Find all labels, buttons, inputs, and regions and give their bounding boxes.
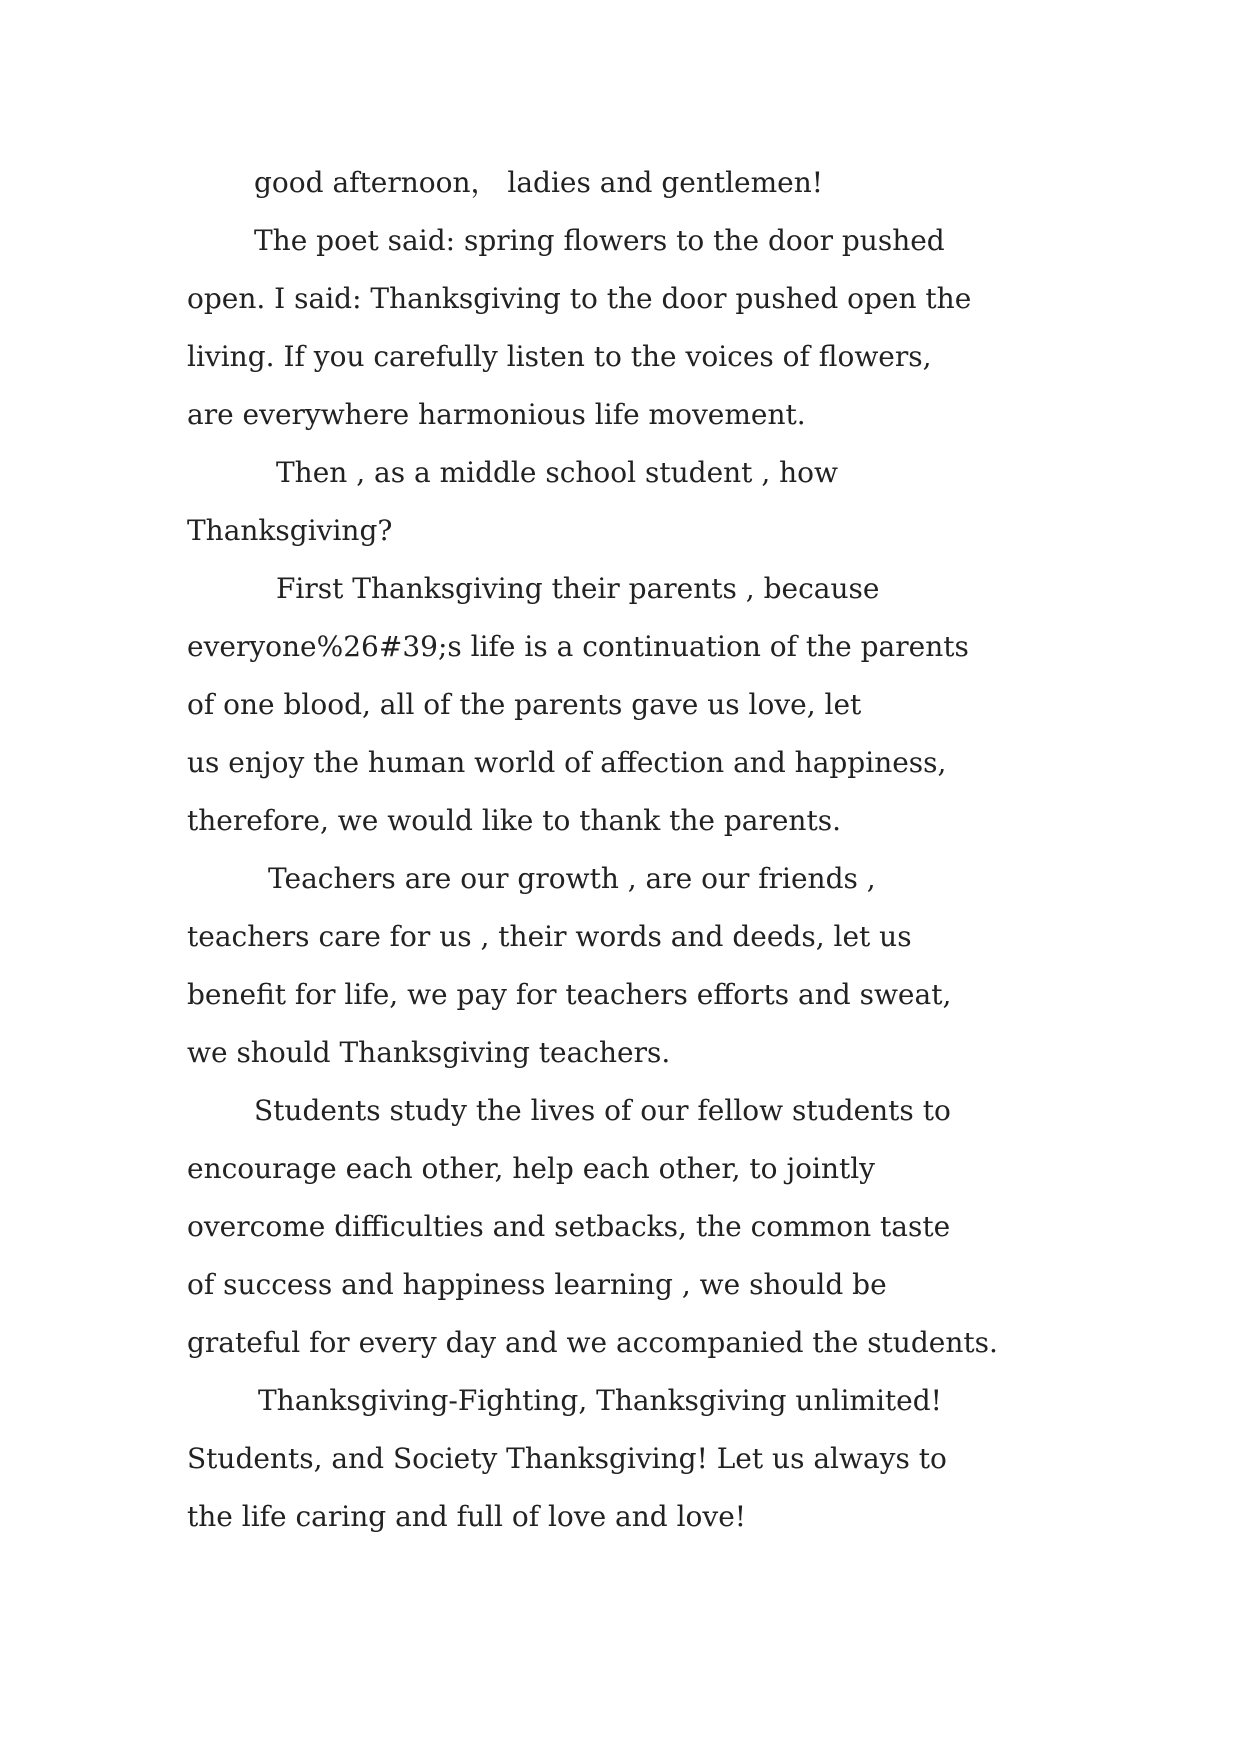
text-line: Thanksgiving-Fighting, Thanksgiving unlimited! [258, 1384, 942, 1417]
text-line: the life caring and full of love and love! [187, 1500, 747, 1533]
text-line: are everywhere harmonious life movement. [187, 398, 806, 431]
text-line: Students study the lives of our fellow students to [254, 1094, 951, 1127]
text-line: Teachers are our growth , are our friends , [268, 862, 876, 895]
text-line: us enjoy the human world of affection and happiness, [187, 746, 947, 779]
text-line: we should Thanksgiving teachers. [187, 1036, 671, 1069]
text-line: Thanksgiving? [187, 514, 393, 547]
text-line: encourage each other, help each other, to jointly [187, 1152, 875, 1185]
text-line: everyone%26#39;s life is a continuation of the parents [187, 630, 969, 663]
text-line: good afternoon， ladies and gentlemen! [254, 166, 824, 199]
text-line: First Thanksgiving their parents , because [276, 572, 880, 605]
text-line: overcome difficulties and setbacks, the common taste [187, 1210, 951, 1243]
text-line: teachers care for us , their words and deeds, let us [187, 920, 912, 953]
text-line: Students, and Society Thanksgiving! Let us always to [187, 1442, 947, 1475]
text-line: benefit for life, we pay for teachers efforts and sweat, [187, 978, 952, 1011]
text-line: Then , as a middle school student , how [276, 456, 838, 489]
text-line: of success and happiness learning , we should be [187, 1268, 887, 1301]
text-line: therefore, we would like to thank the parents. [187, 804, 841, 837]
text-line: open. I said: Thanksgiving to the door pushed open the [187, 282, 972, 315]
text-line: living. If you carefully listen to the voices of flowers, [187, 340, 932, 373]
text-line: grateful for every day and we accompanied the students. [187, 1326, 998, 1359]
text-line: of one blood, all of the parents gave us love, let [187, 688, 862, 721]
text-line: The poet said: spring flowers to the door pushed [254, 224, 945, 257]
